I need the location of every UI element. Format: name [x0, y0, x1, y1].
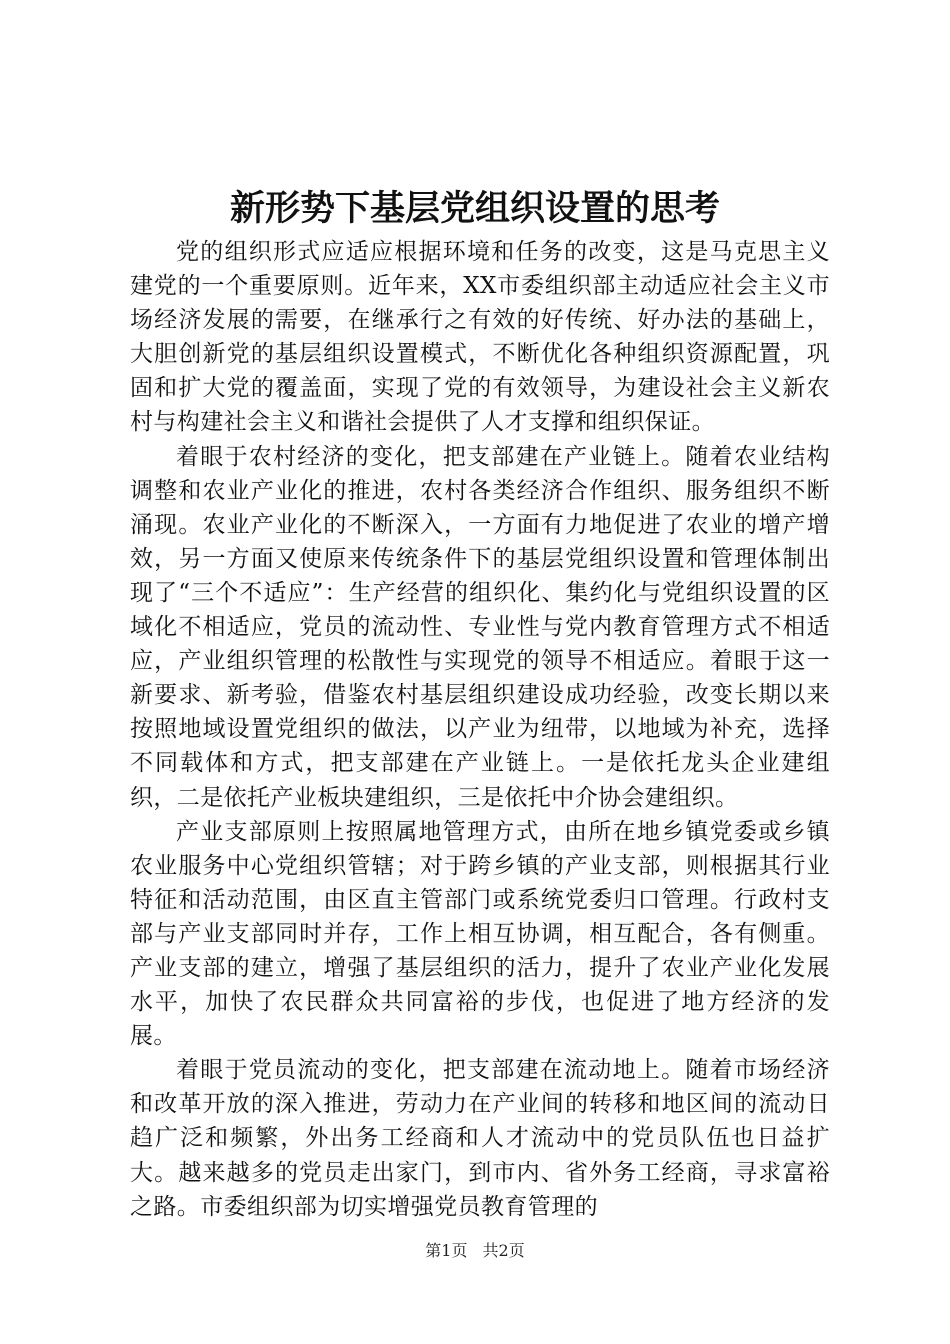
document-body	[130, 235, 830, 1224]
document-title: 新形势下基层党组织设置的思考	[229, 188, 720, 229]
page-footer	[0, 1240, 950, 1262]
page-number: 第1页	[425, 1241, 468, 1260]
paragraph: 着眼于农村经济的变化，把支部建在产业链上。随着农业结构调整和农业产业化的推进，农村各类经济合作组织、服务组织不断涌现。农业产业化的不断深入，一方面有力地促进了农业的增产增效，另一方面又使原来传统条件下的基层党组织设置和管理体制出现了“三个不适应”：生产经营的组织化、集约化与党组织设置的区域化不相适应，党员的流动性、专业性与党内教育管理方式不相适应，产业组织管理的松散性与实现党的领导不相适应。着眼于这一新要求、新考验，借鉴农村基层组织建设成功经验，改变长期以来按照地域设置党组织的做法，以产业为纽带，以地域为补充，选择不同载体和方式，把支部建在产业链上。一是依托龙头企业建组织，二是依托产业板块建组织，三是依托中介协会建组织。	[130, 443, 830, 811]
paragraph: 党的组织形式应适应根据环境和任务的改变，这是马克思主义建党的一个重要原则。近年来，XX市委组织部主动适应社会主义市场经济发展的需要，在继承行之有效的好传统、好办法的基础上，大胆创新党的基层组织设置模式，不断优化各种组织资源配置，巩固和扩大党的覆盖面，实现了党的有效领导，为建设社会主义新农村与构建社会主义和谐社会提供了人才支撑和组织保证。	[130, 239, 830, 436]
paragraph: 产业支部原则上按照属地管理方式，由所在地乡镇党委或乡镇农业服务中心党组织管辖；对于跨乡镇的产业支部，则根据其行业特征和活动范围，由区直主管部门或系统党委归口管理。行政村支部与产业支部同时并存，工作上相互协调，相互配合，各有侧重。产业支部的建立，增强了基层组织的活力，提升了农业产业化发展水平，加快了农民群众共同富裕的步伐，也促进了地方经济的发展。	[130, 818, 830, 1050]
paragraph: 着眼于党员流动的变化，把支部建在流动地上。随着市场经济和改革开放的深入推进，劳动力在产业间的转移和地区间的流动日趋广泛和频繁，外出务工经商和人才流动中的党员队伍也日益扩大。越来越多的党员走出家门，到市内、省外务工经商，寻求富裕之路。市委组织部为切实增强党员教育管理的	[130, 1057, 830, 1220]
page-total: 共2页	[482, 1241, 525, 1260]
